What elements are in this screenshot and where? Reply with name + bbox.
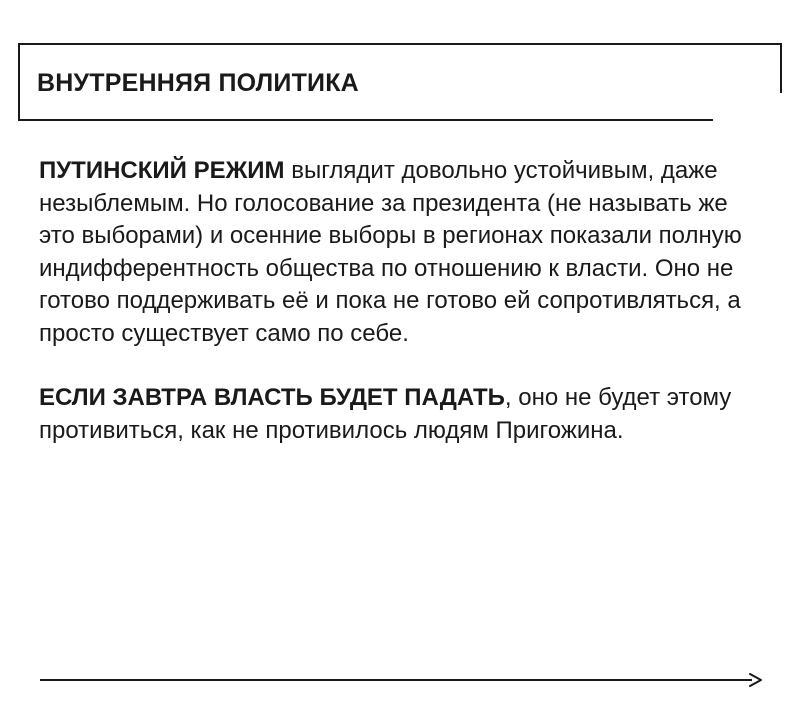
arrow-right-icon[interactable]	[744, 673, 764, 687]
paragraph-1-text: выглядит довольно устойчивым, даже незыблемым. Но голосование за президента (не называть же это выборами) и осенние выборы в регионах показали полную индифферентность общества по отношению к власти. Оно не готово поддерживать её и пока не готово ей сопротивляться, а просто существует само по себе.	[39, 157, 742, 347]
article-body	[39, 155, 759, 447]
header-frame-right	[780, 43, 782, 93]
paragraph-1-lead: ПУТИНСКИЙ РЕЖИМ	[39, 157, 285, 184]
header-frame-bottom	[18, 119, 713, 121]
paragraph-2-text: , оно не будет этому противиться, как не противилось людям Пригожина.	[39, 384, 732, 444]
header-frame-left	[18, 43, 20, 121]
paragraph-2	[39, 382, 759, 447]
paragraph-2-lead: ЕСЛИ ЗАВТРА ВЛАСТЬ БУДЕТ ПАДАТЬ	[39, 384, 505, 411]
section-title: ВНУТРЕННЯЯ ПОЛИТИКА	[37, 69, 359, 97]
paragraph-1	[39, 155, 759, 350]
header-frame-top	[18, 43, 782, 45]
next-arrow-line[interactable]	[40, 679, 752, 681]
